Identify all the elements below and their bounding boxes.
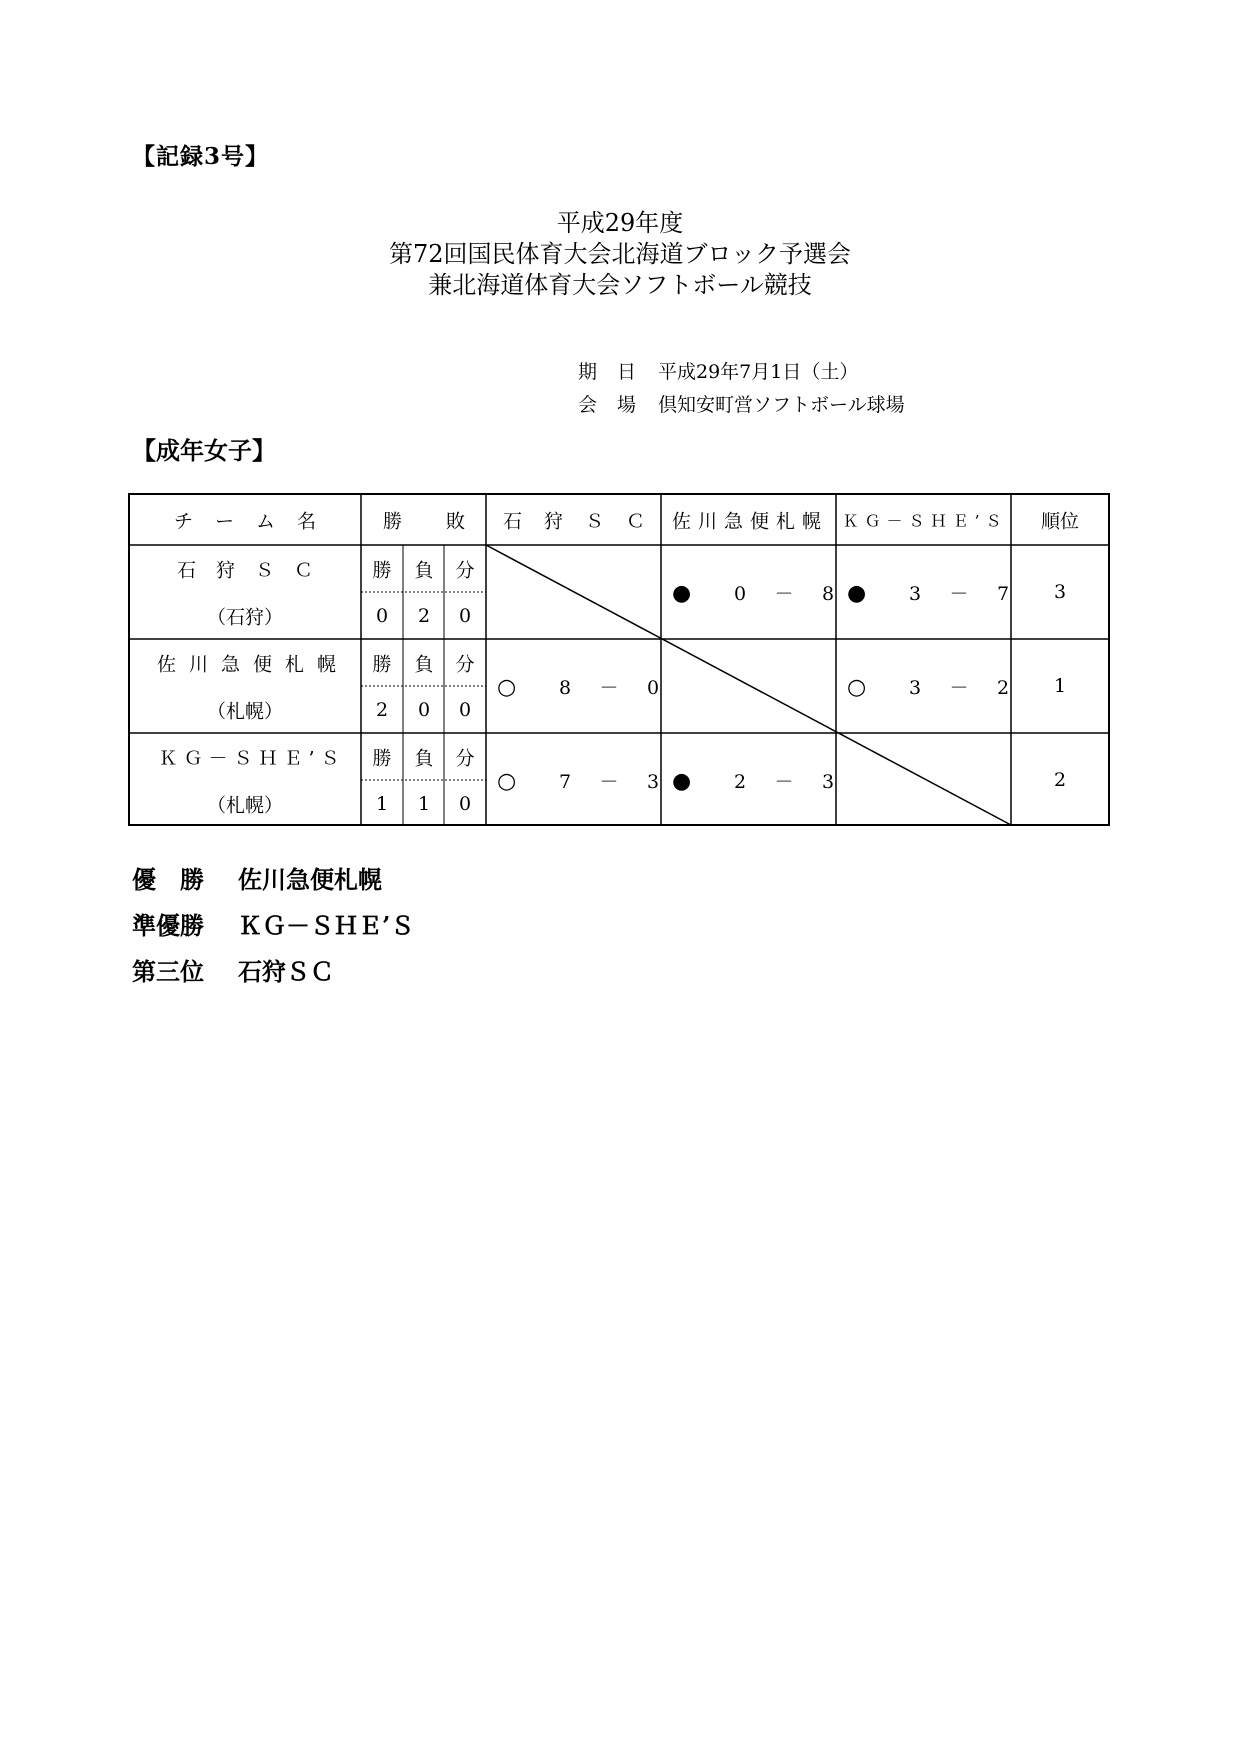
result-third-place bbox=[132, 952, 334, 987]
result-champion bbox=[132, 860, 382, 895]
score-2-3: ○ 3 － 2 bbox=[847, 675, 1010, 700]
sub-header-loss-2: 負 bbox=[414, 653, 434, 676]
win-mark-icon: ○ bbox=[497, 769, 517, 794]
team-region-2: （札幌） bbox=[206, 700, 284, 723]
sub-header-loss-1: 負 bbox=[414, 559, 434, 582]
title-line-3: 兼北海道体育大会ソフトボール競技 bbox=[428, 271, 812, 299]
loss-mark-icon: ● bbox=[672, 769, 692, 794]
meta-venue bbox=[578, 390, 905, 417]
sub-header-win-2: 勝 bbox=[372, 653, 392, 676]
date-value: 平成29年7月1日（土） bbox=[658, 361, 859, 383]
team-name-3: ＫＧ－ＳＨＥ’Ｓ bbox=[158, 747, 346, 770]
result-team-1: 佐川急便札幌 bbox=[238, 865, 382, 894]
document-titles bbox=[0, 208, 1240, 301]
loss-mark-icon: ● bbox=[847, 581, 867, 606]
sub-header-loss-3: 負 bbox=[414, 747, 434, 770]
team-region-1: （石狩） bbox=[206, 606, 284, 629]
rank-3: 2 bbox=[1053, 769, 1067, 791]
losses-3: 1 bbox=[417, 793, 431, 815]
league-table bbox=[128, 493, 1110, 826]
wins-3: 1 bbox=[375, 793, 389, 815]
header-team-name: チーム名 bbox=[173, 510, 339, 533]
title-line-2: 第72回国民体育大会北海道ブロック予選会 bbox=[388, 240, 852, 268]
win-mark-icon: ○ bbox=[497, 675, 517, 700]
team-name-1: 石狩ＳＣ bbox=[176, 559, 334, 582]
meta-date bbox=[578, 357, 858, 384]
header-win-loss: 勝敗 bbox=[382, 510, 510, 533]
draws-1: 0 bbox=[458, 605, 472, 627]
score-3-2: ● 2 － 3 bbox=[672, 769, 835, 794]
date-label: 期日 bbox=[578, 361, 657, 383]
score-2-1: ○ 8 － 0 bbox=[497, 675, 660, 700]
result-runner-up bbox=[132, 906, 414, 941]
venue-label: 会場 bbox=[578, 394, 657, 416]
draws-2: 0 bbox=[458, 699, 472, 721]
losses-2: 0 bbox=[417, 699, 431, 721]
score-1-3: ● 3 － 7 bbox=[847, 581, 1010, 606]
sub-header-draw-3: 分 bbox=[455, 747, 475, 770]
result-label-1: 優 勝 bbox=[132, 865, 204, 894]
header-opponent-1: 石狩ＳＣ bbox=[502, 510, 668, 533]
score-1-2: ● 0 － 8 bbox=[672, 581, 835, 606]
sub-header-draw-1: 分 bbox=[455, 559, 475, 582]
title-line-1: 平成29年度 bbox=[556, 209, 684, 237]
wins-2: 2 bbox=[375, 699, 389, 721]
venue-value: 倶知安町営ソフトボール球場 bbox=[658, 394, 905, 416]
header-opponent-2: 佐川急便札幌 bbox=[671, 510, 829, 533]
win-mark-icon: ○ bbox=[847, 675, 867, 700]
team-region-3: （札幌） bbox=[206, 794, 284, 817]
header-opponent-3: ＫＧ－ＳＨＥ’Ｓ bbox=[842, 511, 1008, 531]
rank-1: 3 bbox=[1053, 581, 1067, 603]
sub-header-draw-2: 分 bbox=[455, 653, 475, 676]
result-team-3: 石狩ＳＣ bbox=[238, 957, 334, 986]
category-heading: 【成年女子】 bbox=[132, 436, 276, 465]
wins-1: 0 bbox=[375, 605, 389, 627]
result-label-3: 第三位 bbox=[132, 957, 204, 986]
losses-1: 2 bbox=[417, 605, 431, 627]
score-3-1: ○ 7 － 3 bbox=[497, 769, 660, 794]
header-rank: 順位 bbox=[1040, 510, 1080, 533]
record-number: 【記録3号】 bbox=[132, 143, 270, 170]
draws-3: 0 bbox=[458, 793, 472, 815]
sub-header-win-3: 勝 bbox=[372, 747, 392, 770]
sub-header-win-1: 勝 bbox=[372, 559, 392, 582]
loss-mark-icon: ● bbox=[672, 581, 692, 606]
rank-2: 1 bbox=[1053, 675, 1067, 697]
result-label-2: 準優勝 bbox=[132, 911, 204, 940]
result-team-2: ＫＧ－ＳＨＥ’Ｓ bbox=[238, 911, 415, 940]
team-name-2: 佐川急便札幌 bbox=[156, 653, 350, 676]
